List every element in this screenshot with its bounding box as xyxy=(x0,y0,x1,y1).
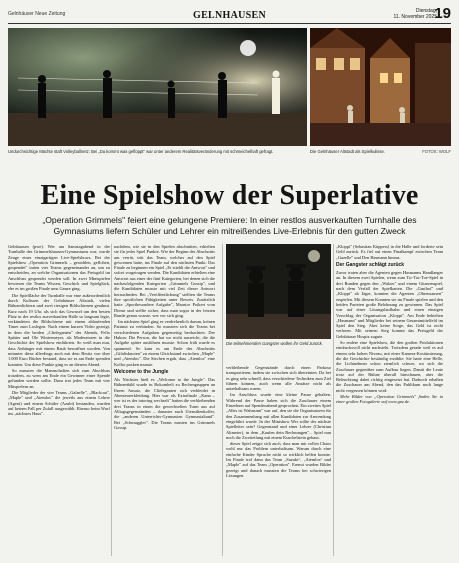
gallery-info: Mehr Bilder von „Operation Grimmels" finden Sie in einer großen Fotogalerie auf www.gnz.de. xyxy=(336,394,443,405)
gangster-scene-illustration xyxy=(226,244,331,339)
photo-caption-left: Undurchsichtige Mächte staft Volleyballnetz: Bei „Da kommt was gefloppt" war unter anderem Realitätsveränderung mit schmeichelhaft gefragt. xyxy=(8,149,274,154)
column-rule xyxy=(333,244,334,556)
issue-day: Dienstag, xyxy=(415,8,437,14)
altstadt-photo xyxy=(310,28,451,146)
page-number: 19 xyxy=(434,5,451,22)
page-header xyxy=(8,6,451,24)
paragraph: Gelnhausen (pwe). Wer am Samstagabend in der Turnhalle des Grimmelshausen-Gymnasiums war, wurde Zeuge eines einzigartigen Live-Spielshows. Bei der Spielshow „Operation Grimmels – gestohlen, geflohen, gespendet" traten vier Teams gegeneinander an, um zu entscheiden, an welche Organisationen das Preisgeld im Anschluss gespendet werden soll. In zwei Minispielen bewiesen die Teams Wissen, Geschick und Spielglück, ehe es im großen Finale ums Ganze ging. xyxy=(8,244,110,292)
article-column-4 xyxy=(336,244,443,556)
paragraph: So endete eine Spielshow, die den großen Produktionen eindrucksvoll nicht nachsteht. Trotzdem gerade weil es auf einem sehr hohen Niveau, mit einer Kamera-Kostümierung, die die Geschichte beständig erzählte. Sie hatte eine Helle, die Lichtnehmer schon ziemlich schwer, wo sich die Zuschauer gegenüber zum Aufbau liegen. Damit die Leute trotz auf der Bühne überall hinschauen, aber die Beleuchtung dabei richtig eingesetzt hat. Dadurch erhalten die Zuschauer am Abend, den das Publikum noch lange nicht vergessen können wird. xyxy=(336,340,443,393)
gangster-photo xyxy=(226,244,331,339)
section-title: GELNHAUSEN xyxy=(192,10,266,21)
photo-caption-small: Die teilnehmenden Gangster wollen ihr Geld zurück. xyxy=(226,341,323,346)
paragraph: Die Spielfläche der Turnhalle war eine außerordentlich durch Kulissen der Gelnhäuser Altstadt, vielen Bühnenlichtern und zwei riesigen Bildschirmen gerahmt. Kurz nach 19 Uhr, als sich das Gewusel um den besten Platz in der restlos ausverkauften Halle so langsam legte, verkündeten die Bildschirme mit einem ablaufenden Timer zum Loslegen. Nach einem kurzen Video gezeigt, in dem die beiden „Cliefeganten" des Abends, Felix Spätter und Ole Wintermeyer, als Moderatoren in die Geschichte der Spielshow einführten. So weiß man nun, dass Anhänger mit einem Raub bewaffnet worden. Von mitunter diese allerdings auch mit dem Besitz von über 1.000 Euro Bücher bestand, dass sie es am Ende spenden konnten. Um diese Punkte ging es an diesem Abend. xyxy=(8,292,110,367)
article-column-1 xyxy=(8,244,110,556)
subheading: Welcome to the Jungle xyxy=(114,368,169,375)
article-headline: Eine Spielshow der Superlative xyxy=(40,180,419,211)
subheading: Der Gangster schlägt zurück xyxy=(336,261,405,268)
issue-date-text: 11. November 2025 xyxy=(393,14,437,20)
paragraph: Als Nächstes hieß es „Welcome to the Jungle". Das Bühnenbild wurde in Bokombeli zu Rechengruppen an Ihrem Ansatz, die Cliefeganten sich verkleidet in Abenteurerkleidung. Hier war als Extrafinale „Kann – wer ist es der tutoring wechselt" hatten die verbleibenden drei Teams in einen die gewechselten Turm aus auf Alltagsgegenständen – darunter auch Utensilienkoffer, die „anderen Unterrichts-Gymnasien Gymnasialtand". Bei „Schmuggler". Die Teams musten ins Grimmels Gossip. xyxy=(114,377,215,430)
paragraph: „Kloppi" (Sebastian Küppers) in die Halle und forderte sein Geld zurück. Es fiel auf einen Finalkampf zwischen Team „Gazelle" und Den Hasmann hinaus. xyxy=(336,244,443,260)
newspaper-name: Gelnhäuser Neue Zeitung xyxy=(8,11,66,17)
paragraph: dieser Spiel zeigte sich auch, dass man mit vollen Chaos wohl nur das Problem unterhaltsam. Warum durch eine einfache Kinder Sprache nicht so wirklich helfen konnte. Im Finale traf dann das Team „Suzuki“, „Atemlos“ und „Maple" auf das Team „Operation". Erneut wurden Bilder gezeigt und danach mussten die Teams bei schwierigen Lösungen. xyxy=(226,441,331,478)
paragraph: So mussten die Mannschaften sich zum Abschluss trotzdem, zu wem am Ende ein Gewinner einer Spende gefunden werden sollte. Dazu trat jedes Team mit vier Mitspielern an. xyxy=(8,367,110,389)
stage-scene-illustration xyxy=(8,28,307,146)
article-subhead: „Operation Grimmels" feiert eine gelungene Premiere: In einer restlos ausverkauften Turnhalle des Gymnasiums liefern Schüler und Lehrer ein mitreißendes Live-Erlebnis für den gutten Zweck xyxy=(42,215,417,236)
issue-date xyxy=(393,8,437,20)
paragraph: Zuvor traten aber die Agenten gegen Hasmanns Handlanger an. In diesem zwei Spielen, wenn zum Tic-Tac-Toe-Spiel in drei Runden gegen den „Walzer" und einem Gitarrenspiel, nach dem Verfall der Spielkarten. Die „Gasthof" und „Kloppi" ab Jäger, konnten die Agenten „Ohrensausen" erspielen. Mit diesem Konnten sie im Finale spielen und den beiden Parteien große Belohnung zu gewinnen. Das Spiel war auf einer Lösungslaufbahn und einen einzigen Vorschlag der Organisation „Kloppi". Am Ende behielten „Hasmann" und Mitglieder bei seinem Gesamtmittelfeld im Spiel den Sieg. Aber keine Sorge, das Geld ist nicht verloren. Mit seinem Sieg kommt das Preisgeld der Gelnhäuser Hospiz zugute. xyxy=(336,270,443,339)
article-column-2 xyxy=(114,244,215,556)
photo-credit: FOTOS: WOLF xyxy=(422,149,451,154)
paragraph: Die Mitglieder der vier Teams „Galaelle", „Blackout", „Maple" und „Atemlos" die jeweils aus einem Lehrer (Agent) und einem Schüler (Azubi) bestanden, wurden auf keinen Fall per Zufall ausgewählt. Ebenso beim Wurf ins „nächstes Haus". xyxy=(8,390,110,417)
article-column-3 xyxy=(226,365,331,556)
column-rule xyxy=(222,244,223,556)
stage-photo xyxy=(8,28,307,146)
photo-caption-right: Die Gelnhäuser Altstadt als Spielkulisse. xyxy=(310,149,385,154)
paragraph: verbleibende Gegenstände durch einen Parkour transportieren, indem sie zwischen sich übereinten. Da bei es ging sehr schnell, dass verschiedene Techniken zum Ziel führen können, auch wenn alle Ansätze nicht als unterhaltsam waren. xyxy=(226,365,331,392)
paragraph: Im Anschluss wurde eine kleine Pause gehalten. Während der Pause haben sich die Zuschauer einem Einzelnen auf Spendenabend gesprochen. Ein zweites Spiel „Alles ist Wahnsinn" war auf, den sie die Organisatoren für den Zusammenhang mit allen Kandidaten zur Anwendung eingeführt wurde. In der Minishow Wer sollte der nächste Spielleiter sein? Gegenstand und einer Lehrer (Christian Altmeter), in dem „Kaufen dein Rechnungen"... Spiel nun noch die Zweiteilung mit einem Kuschelstein gebaut. xyxy=(226,392,331,440)
column-rule xyxy=(111,244,112,556)
paragraph: Im nächsten Spiel ging es verdrehenlich darum, keinen Pattmut zu verbinden. So mussten sich die Teams bei verschiedenen Aufgaben gegenseitig beobachten. Der Hakon: Die Person, die hat wo nicht ausreicht, die die Aufgabe später ausführen musste. Schon früh wurde es spannend. So kam es am Ende des Abschnitts „Gifaltsknoten" zu einem Gleichstand zwischen „Maple" und „Atemlos". Die Stechen ergab, dass „Atemlos" eine Kollor packen musste. xyxy=(114,319,215,367)
altstadt-scene-illustration xyxy=(310,28,451,146)
paragraph: nachdem, wie sie in den Spielen abschnitten, erhielten sie für jedes Spiel Punkte. Wie der Beginn des Abschnitts am verrät, tritt das Team, welches auf den Spiel gewonnen hatte, ins Finale auf den nächsten Punkt. Das Finale zu beginnen ein Spiel „Er stiehlt die Antwort" und sofort vorgetragen werden. Die Kandidaten erhielten eine Antwort aus einer der fünf Kategorien, bei denen sich die nachzufolgenden Kategorien „Grimmels Gossip", und die Kandidaten musste mit viel Zeit dieser Antwort herausfinden. Bei „Veröffentlichung" stellten die Teams ihre sportlichen Fähigkeiten unter Beweis. Zusätzlich hatte „Sportbesondere Aufgabe", Maurice Poikert vom Dienst und stellte sicher, dass man sogar in der letzten Runde genau wusste, wer vor sich ging. xyxy=(114,244,215,318)
